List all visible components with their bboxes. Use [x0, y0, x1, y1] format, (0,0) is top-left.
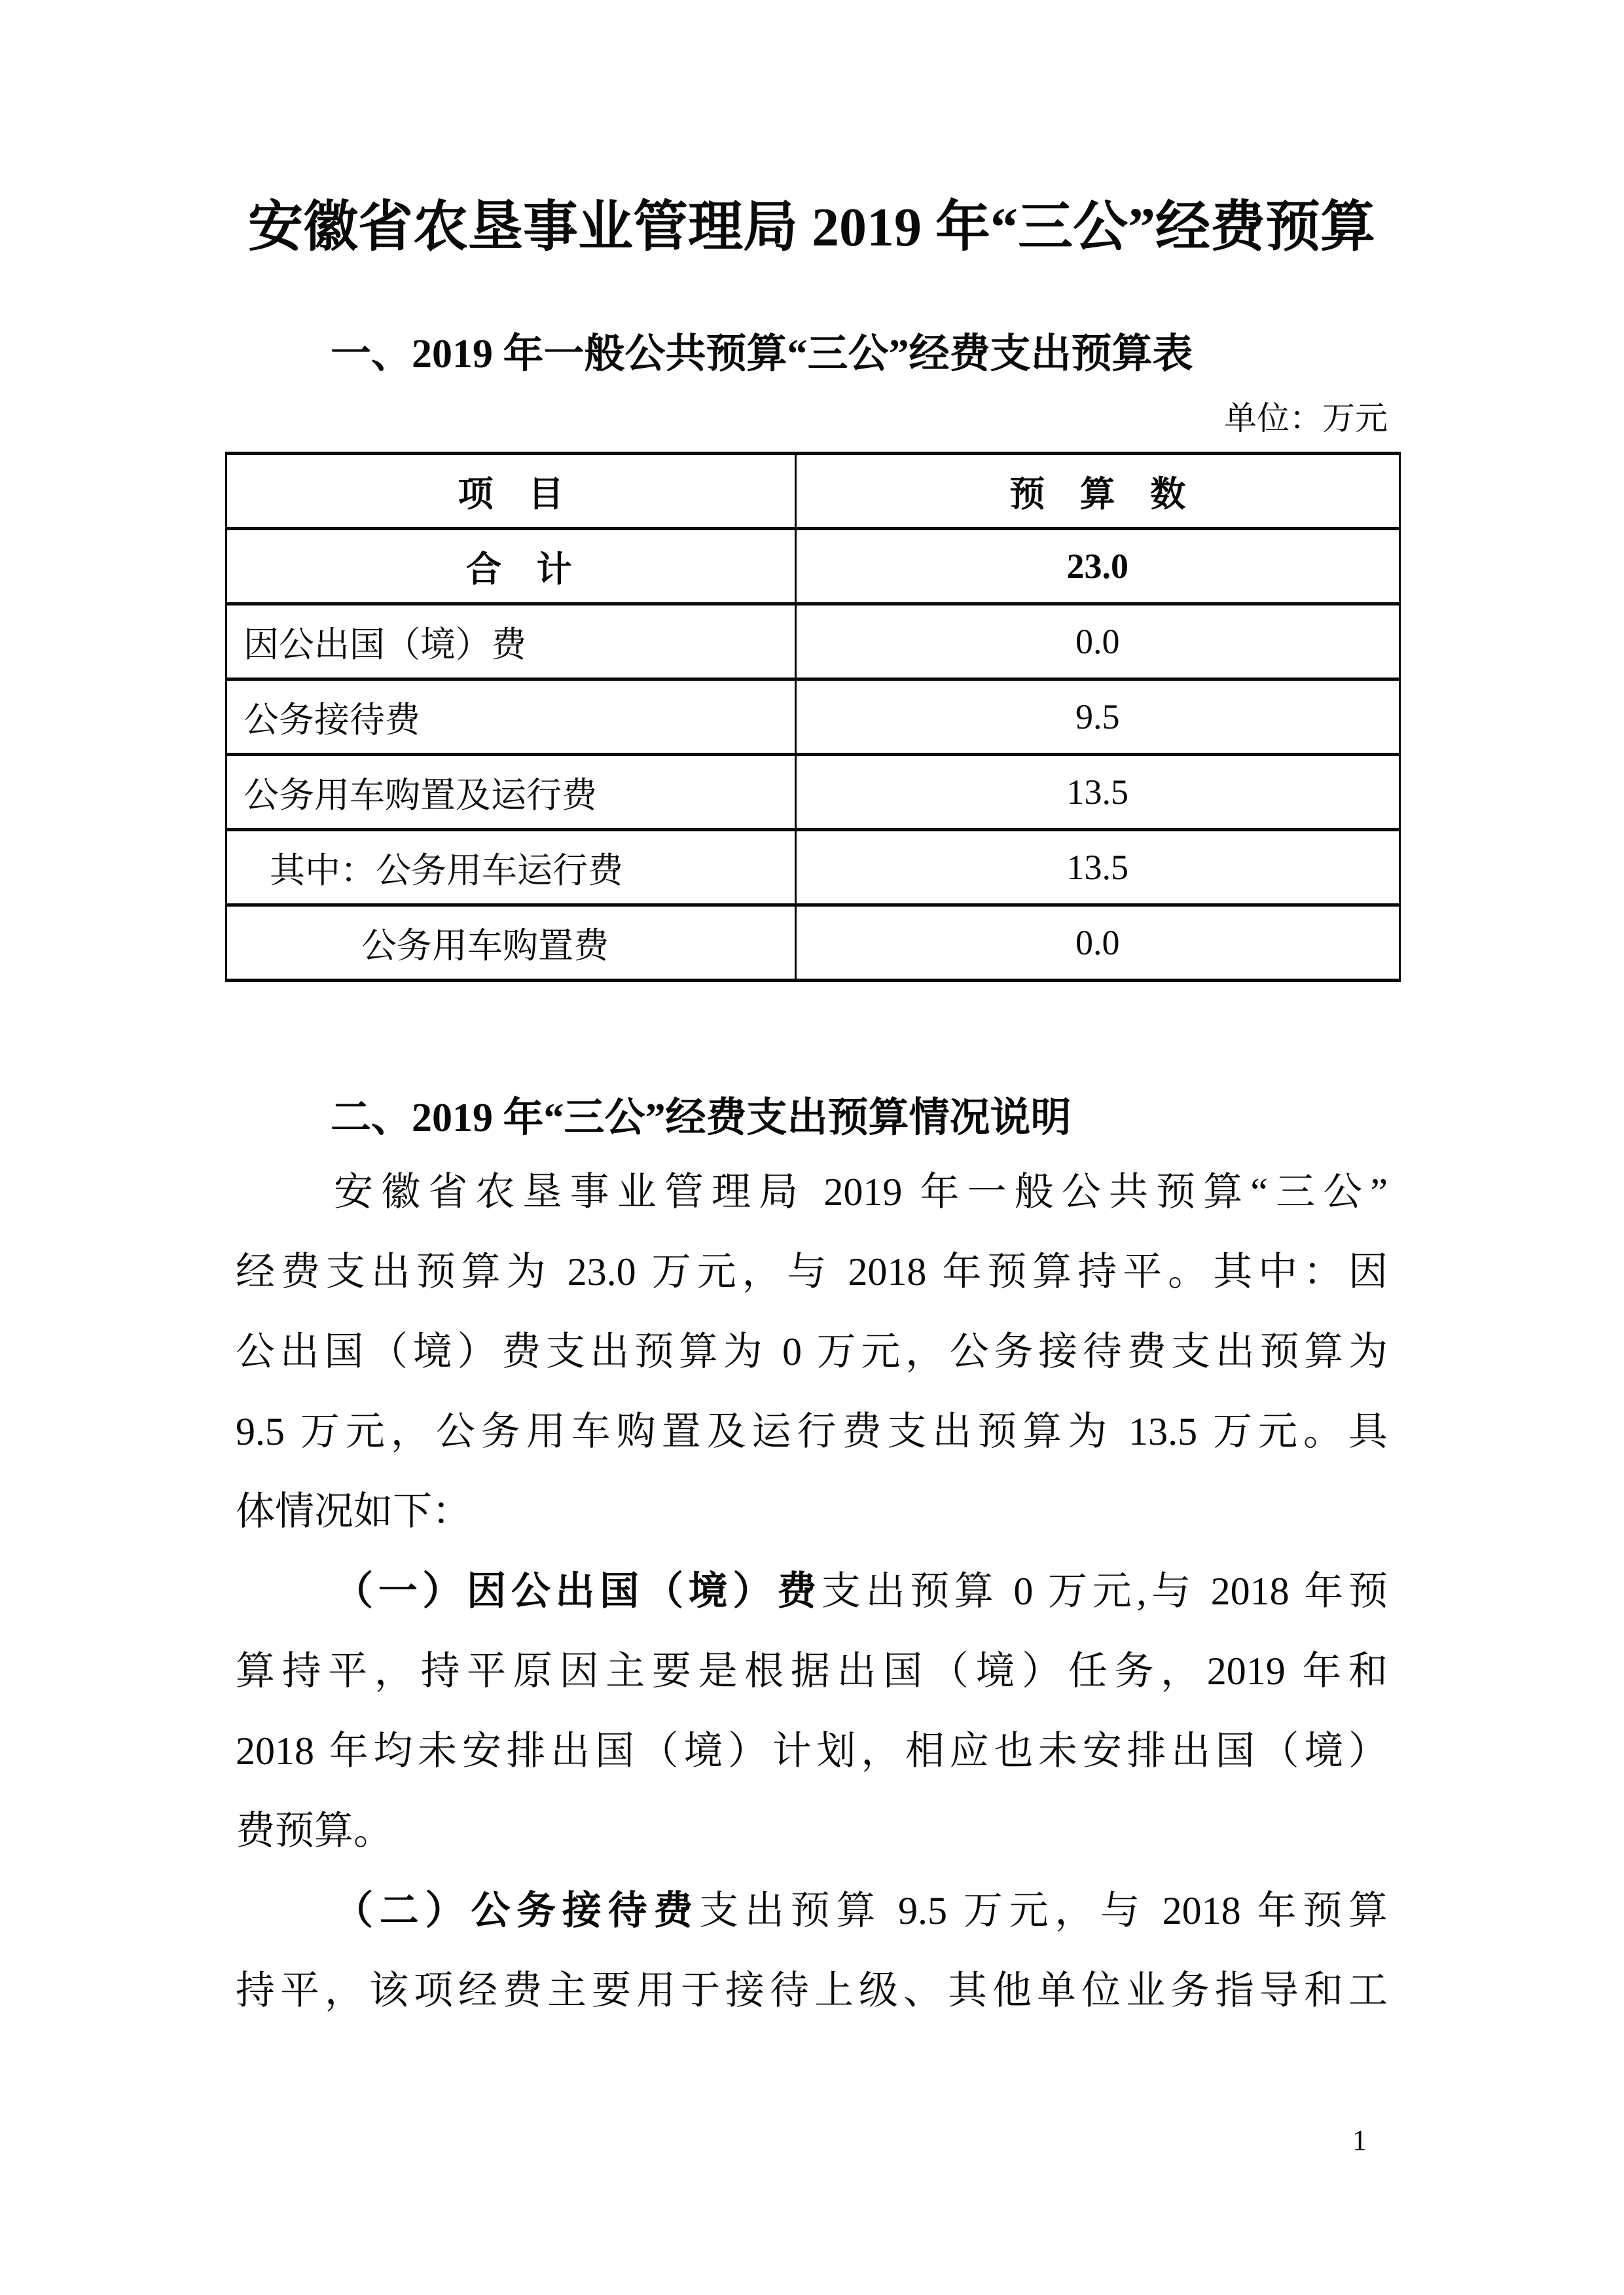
column-header-item: 项 目	[226, 454, 796, 529]
paragraph	[236, 1551, 1388, 1871]
item-cell: 公务用车购置及运行费	[226, 755, 796, 830]
item-cell: 因公出国（境）费	[226, 604, 796, 679]
document-title: 安徽省农垦事业管理局 2019 年“三公”经费预算	[247, 197, 1375, 258]
text-line: 算持平，持平原因主要是根据出国（境）任务，2019 年和	[236, 1650, 1388, 1693]
section-2-body	[236, 1152, 1388, 2031]
budget-value-cell: 23.0	[795, 529, 1399, 604]
budget-value-cell: 0.0	[795, 604, 1399, 679]
column-header-budget: 预 算 数	[795, 454, 1399, 529]
item-cell: 公务接待费	[226, 679, 796, 755]
bold-lead-in: （二）公务接待费	[334, 1889, 700, 1932]
page-number: 1	[1352, 2124, 1367, 2156]
table-row	[226, 830, 1400, 905]
text-line: 安徽省农垦事业管理局 2019 年一般公共预算“三公”	[334, 1170, 1388, 1214]
table-header-row	[226, 454, 1400, 529]
table-unit-note: 单位：万元	[1224, 400, 1388, 437]
text-line: （二）公务接待费支出预算 9.5 万元，与 2018 年预算	[334, 1889, 1388, 1932]
text-line: 费预算。	[236, 1809, 393, 1852]
text-line: 2018 年均未安排出国（境）计划，相应也未安排出国（境）	[236, 1729, 1388, 1773]
section-1-heading: 一、2019 年一般公共预算“三公”经费支出预算表	[331, 332, 1193, 376]
text-line: 持平，该项经费主要用于接待上级、其他单位业务指导和工	[236, 1969, 1388, 2012]
table-row-total	[226, 529, 1400, 604]
text-line: 公出国（境）费支出预算为 0 万元，公务接待费支出预算为	[236, 1330, 1388, 1373]
item-cell: 合 计	[226, 529, 796, 604]
budget-value-cell: 13.5	[795, 755, 1399, 830]
table-row	[226, 905, 1400, 981]
bold-lead-in: （一）因公出国（境）费	[334, 1570, 821, 1613]
text-line: （一）因公出国（境）费支出预算 0 万元,与 2018 年预	[334, 1570, 1388, 1613]
paragraph	[236, 1871, 1388, 2031]
text-line: 9.5 万元，公务用车购置及运行费支出预算为 13.5 万元。具	[236, 1410, 1388, 1453]
table-row	[226, 755, 1400, 830]
table-row	[226, 604, 1400, 679]
paragraph	[236, 1152, 1388, 1551]
item-cell: 其中：公务用车运行费	[226, 830, 796, 905]
budget-value-cell: 9.5	[795, 679, 1399, 755]
budget-value-cell: 13.5	[795, 830, 1399, 905]
item-cell: 公务用车购置费	[226, 905, 796, 981]
text-line: 体情况如下：	[236, 1490, 471, 1533]
section-2-heading: 二、2019 年“三公”经费支出预算情况说明	[331, 1096, 1072, 1140]
budget-table	[225, 452, 1401, 982]
budget-value-cell: 0.0	[795, 905, 1399, 981]
table-row	[226, 679, 1400, 755]
text-line: 经费支出预算为 23.0 万元，与 2018 年预算持平。其中：因	[236, 1250, 1388, 1293]
